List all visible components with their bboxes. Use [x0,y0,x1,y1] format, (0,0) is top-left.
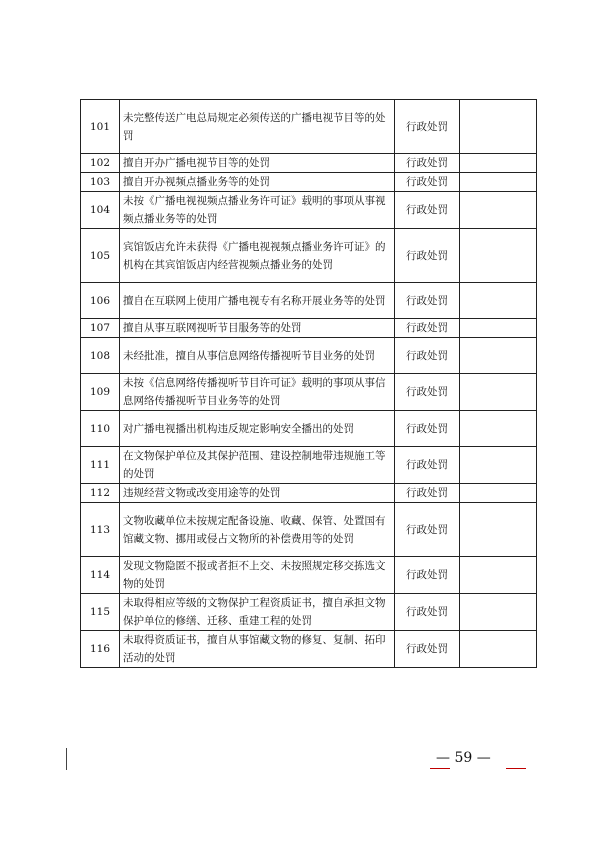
row-type: 行政处罚 [395,631,460,668]
row-remark [460,192,537,229]
row-description: 在文物保护单位及其保护范围、建设控制地带违规施工等的处罚 [120,447,395,484]
margin-marker [66,748,67,770]
row-remark [460,447,537,484]
row-remark [460,594,537,631]
row-remark [460,319,537,338]
row-type: 行政处罚 [395,173,460,192]
row-type: 行政处罚 [395,229,460,283]
row-type: 行政处罚 [395,447,460,484]
table-row [81,100,537,154]
row-number: 111 [81,447,120,484]
items-table-body [81,100,537,668]
table-row [81,192,537,229]
table-row [81,173,537,192]
table-row [81,411,537,447]
table-row [81,319,537,338]
row-description: 未完整传送广电总局规定必须传送的广播电视节目等的处罚 [120,100,395,154]
row-type: 行政处罚 [395,374,460,411]
table-row [81,557,537,594]
row-number: 109 [81,374,120,411]
row-description: 未经批准，擅自从事信息网络传播视听节目业务的处罚 [120,338,395,374]
row-description: 擅自开办视频点播业务等的处罚 [120,173,395,192]
row-number: 113 [81,503,120,557]
table-row [81,374,537,411]
row-description: 未按《广播电视视频点播业务许可证》载明的事项从事视频点播业务等的处罚 [120,192,395,229]
row-number: 101 [81,100,120,154]
page-number: — 59 — [436,750,491,766]
row-remark [460,503,537,557]
row-type: 行政处罚 [395,338,460,374]
row-type: 行政处罚 [395,192,460,229]
table-row [81,631,537,668]
row-remark [460,484,537,503]
row-remark [460,100,537,154]
row-type: 行政处罚 [395,283,460,319]
row-number: 108 [81,338,120,374]
row-number: 110 [81,411,120,447]
table-row [81,338,537,374]
row-description: 擅自开办广播电视节目等的处罚 [120,154,395,173]
row-type: 行政处罚 [395,503,460,557]
row-remark [460,411,537,447]
row-description: 对广播电视播出机构违反规定影响安全播出的处罚 [120,411,395,447]
row-remark [460,283,537,319]
row-description: 未取得相应等级的文物保护工程资质证书，擅自承担文物保护单位的修缮、迁移、重建工程的处罚 [120,594,395,631]
row-type: 行政处罚 [395,411,460,447]
row-description: 未按《信息网络传播视听节目许可证》载明的事项从事信息网络传播视听节目业务等的处罚 [120,374,395,411]
row-number: 112 [81,484,120,503]
row-description: 宾馆饭店允许未获得《广播电视视频点播业务许可证》的机构在其宾馆饭店内经营视频点播业务的处罚 [120,229,395,283]
row-type: 行政处罚 [395,154,460,173]
row-type: 行政处罚 [395,319,460,338]
page-number-underline-left [430,768,450,769]
page-number-underline-right [506,768,526,769]
row-number: 106 [81,283,120,319]
row-description: 擅自在互联网上使用广播电视专有名称开展业务等的处罚 [120,283,395,319]
table-row [81,229,537,283]
row-type: 行政处罚 [395,594,460,631]
row-number: 107 [81,319,120,338]
row-remark [460,173,537,192]
row-type: 行政处罚 [395,484,460,503]
row-remark [460,229,537,283]
row-number: 104 [81,192,120,229]
row-remark [460,557,537,594]
table-row [81,154,537,173]
table-row [81,283,537,319]
row-description: 违规经营文物或改变用途等的处罚 [120,484,395,503]
row-description: 文物收藏单位未按规定配备设施、收藏、保管、处置国有馆藏文物、挪用或侵占文物所的补偿费用等的处罚 [120,503,395,557]
row-description: 发现文物隐匿不报或者拒不上交、未按照规定移交拣选文物的处罚 [120,557,395,594]
row-remark [460,374,537,411]
row-number: 115 [81,594,120,631]
row-number: 114 [81,557,120,594]
table-row [81,594,537,631]
row-number: 116 [81,631,120,668]
row-number: 102 [81,154,120,173]
table-row [81,503,537,557]
row-remark [460,154,537,173]
row-type: 行政处罚 [395,557,460,594]
row-description: 未取得资质证书，擅自从事馆藏文物的修复、复制、拓印活动的处罚 [120,631,395,668]
row-type: 行政处罚 [395,100,460,154]
row-remark [460,338,537,374]
table-row [81,484,537,503]
row-number: 103 [81,173,120,192]
row-number: 105 [81,229,120,283]
row-description: 擅自从事互联网视听节目服务等的处罚 [120,319,395,338]
table-row [81,447,537,484]
row-remark [460,631,537,668]
items-table [80,99,537,668]
